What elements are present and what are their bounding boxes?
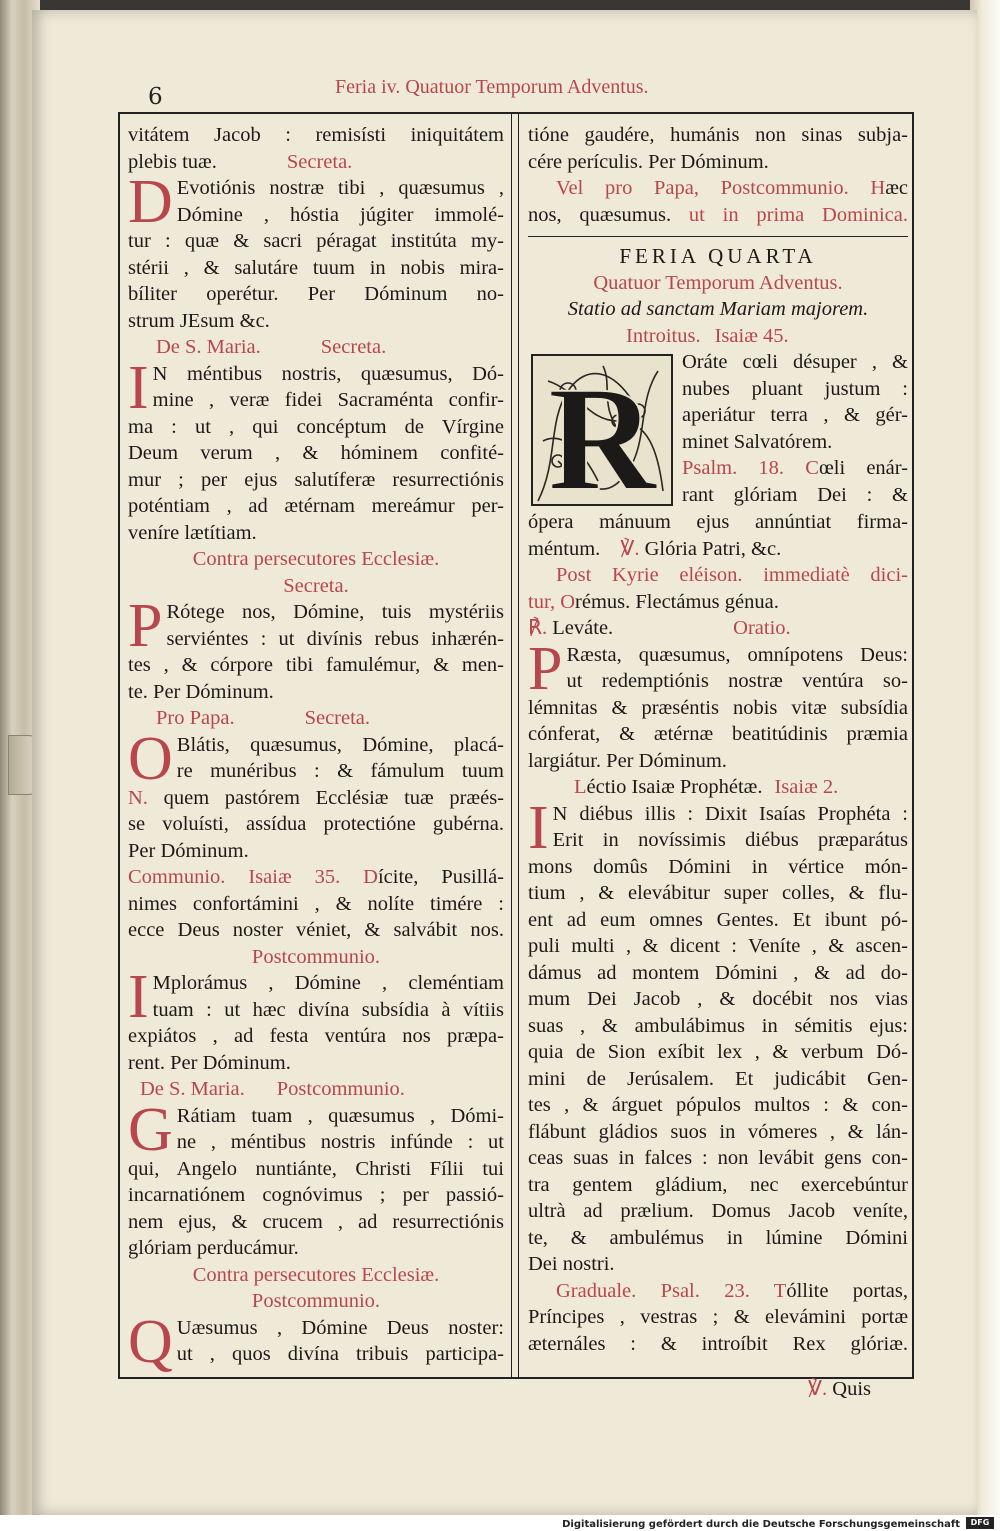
lectio-heading: Léctio Isaiæ Prophétæ. Isaiæ 2. bbox=[574, 776, 839, 798]
initial-letter: P bbox=[528, 634, 563, 703]
station-line: Statio ad sanctam Mariam majorem. bbox=[567, 298, 869, 320]
paragraph-devotionis: D Evotiónis nostræ tibi , quæsumus , Dómine , hóstia júgiter immolé- tur : quæ & sacri péragat institúta my- stérii , & salutáre tuum in nobis mira- bíliter operétur. Per Dóminum no- strum JEsum &c. bbox=[128, 168, 504, 332]
introit-paragraph: R Oráte cœli désuper , & nubes pluant justum : aperiátur terra , & gér- minet Salvatórem. Psalm. 18. Cœli enár- rant glóriam Dei : & bbox=[528, 349, 908, 508]
initial-letter: P bbox=[128, 592, 163, 660]
paragraph-gratiam: G Rátiam tuam , quæsumus , Dómi- ne , méntibus nostris infúnde : ut qui, Angelo nuntiánte, Christi Fílii tui incarnatiónem cognóvimus ; per passió- nem ejus, & crucem , ad resurrectiónis glóriam perducámur. bbox=[128, 1095, 504, 1259]
column-divider-left bbox=[511, 112, 512, 1377]
initial-letter: D bbox=[128, 168, 173, 236]
dfg-logo-icon: DFG bbox=[966, 1517, 994, 1529]
paragraph-oblatis: O Blátis, quæsumus, Dómine, placá- re munéribus : & fámulum tuum N. quem pastórem Ecclésiæ tuæ præés- se voluísti, assídua protectióne gubérna. Per Dóminum. bbox=[128, 724, 504, 862]
rubric-heading: Contra persecutores Ecclesiæ. bbox=[192, 548, 440, 570]
page-number: 6 bbox=[148, 84, 163, 110]
paragraph-praesta: P Ræsta, quæsumus, omnípotens Deus: ut redemptiónis nostræ ventúra so- lémnitas & præséntis nobis vitæ subsídia cónferat, & ætérnæ beatitúdinis præmia largiátur. Per Dóminum. bbox=[528, 634, 908, 772]
paragraph-protege: P Rótege nos, Dómine, tuis mystériis serviéntes : ut divínis rebus inhærén- tes , & córpore tibi famulémur, & men- te. Per Dóminum. bbox=[128, 592, 504, 703]
rubric-heading: De S. Maria. Secreta. bbox=[156, 336, 387, 358]
initial-letter: I bbox=[128, 353, 149, 422]
paragraph-imploramus: I Mplorámus , Dómine , cleméntiam tuam : ut hæc divína subsídia à vítiis expiátos , ad festa ventúra nos præpa- rent. Per Dóminum. bbox=[128, 963, 504, 1074]
section-subtitle: Quatuor Temporum Adventus. bbox=[593, 271, 843, 294]
ornamental-initial-r-icon bbox=[528, 351, 676, 509]
rubric-heading: Secreta. bbox=[283, 574, 349, 597]
left-column: vitátem Jacob : remisísti iniquitátem plebis tuæ. Secreta. D Evotiónis nostræ tibi , quæsumus , Dómine , hóstia júgiter immolé- tur : quæ & sacri péragat institúta my- stérii , & salutáre tuum in nobis mira- bíliter operétur. Per Dóminum no- strum JEsum &c. De S. Maria. Secreta. I N méntibus nostris, quæsumus, Dó- mine , veræ fidei Sacraménta confir- ma : ut , qui concéptum de Vírgine Deum verum , & hóminem confité- mur ; per ejus salutíferæ resurrectiónis poténtiam , ad ætérnam mereámur per- veníre lætítiam. Contra persecutores Ecclesiæ. Secreta. P Rótege nos, Dómine, tuis mystériis serviéntes : ut divínis rebus inhærén- tes , & córpore tibi famulémur, & men- te. Per Dóminum. Pro Papa. Secreta. O Blátis, quæsumus, Dómine, placá- re munéribus : & fámulum tuum N. quem pastórem Ecclésiæ tuæ præés- se voluísti, assídua protectióne gubérna. Per Dóminum. Communio. Isaiæ 35. Dícite, Pusillá- nimes confortámini , & nolíte timére : ecce Deus noster véniet, & salvábit nos. Postcommunio. I Mplorámus , Dómine , cleméntiam tuam : ut hæc divína subsídia à vítiis expiátos , ad festa ventúra nos præpa- rent. Per Dóminum. De S. Maria. Postcommunio. G Rátiam tuam , quæsumus , Dómi- ne , méntibus nostris infúnde : ut qui, Angelo nuntiánte, Christi Fílii tui incarnatiónem cognóvimus ; per passió- nem ejus, & crucem , ad resurrectiónis glóriam perducámur. Contra persecutores Ecclesiæ. Postcommunio. Q Uæsumus , Dómine Deus noster: ut , quos divína tribuis participa- bbox=[128, 124, 504, 1376]
paragraph-quaesumus: Q Uæsumus , Dómine Deus noster: ut , quos divína tribuis participa- bbox=[128, 1307, 504, 1376]
rubric-heading: Pro Papa. Secreta. bbox=[156, 707, 371, 729]
introit-heading: Introitus. Isaiæ 45. bbox=[626, 324, 789, 347]
initial-letter: I bbox=[128, 963, 149, 1031]
rubric-heading: Postcommunio. bbox=[251, 1290, 381, 1312]
rubric-heading: Contra persecutores Ecclesiæ. bbox=[192, 1263, 440, 1286]
rubric-secreta: Secreta. bbox=[286, 150, 353, 173]
graduale-line: Graduale. Psal. 23. Tóllite portas, bbox=[556, 1279, 908, 1302]
rubric-heading: De S. Maria. Postcommunio. bbox=[140, 1078, 405, 1100]
section-rule bbox=[528, 236, 908, 237]
initial-letter: O bbox=[128, 724, 173, 793]
catchword: ℣. Quis bbox=[808, 1378, 872, 1400]
initial-letter: Q bbox=[128, 1307, 173, 1376]
ornamental-letter: R bbox=[547, 356, 657, 509]
column-divider-right bbox=[518, 112, 519, 1377]
paragraph-in-diebus: I N diébus illis : Dixit Isaías Prophéta : Erit in novíssimis diébus præparátus mons domûs Dómini in vértice món- tium , & elevábitur super colles, & flu- ent ad eum omnes Gentes. Et ibunt pó- puli multi , & dicent : Veníte , & ascen- dámus ad montem Dómini , & ad do- mum Dei Jacob , & docébit nos vias suas , & ambulábimus in sémitis ejus: quia de Sion exíbit lex , & verbum Dó- mini de Jerúsalem. Et judicábit Gen- tes , & árguet pópulos multos : & con- flábunt gládios suos in vómeres , & lán- ceas suas in falces : non levábit gens con- tra gentem gládium, nec exercebúntur ultrà ad prælium. Domus Jacob veníte, te, & ambulémus in lúmine Dómini Dei nostri. bbox=[528, 793, 908, 1275]
section-title: FERIA QUARTA bbox=[619, 244, 817, 268]
digitization-credit: Digitalisierung gefördert durch die Deutsche Forschungsgemeinschaft bbox=[562, 1519, 960, 1530]
initial-letter: G bbox=[128, 1095, 173, 1164]
text-line: plebis tuæ. Secreta. bbox=[128, 150, 353, 173]
running-head: Feria iv. Quatuor Temporum Adventus. bbox=[335, 76, 649, 98]
text-line: vitátem Jacob : remisísti iniquitátem bbox=[128, 124, 504, 146]
right-column: tióne gaudére, humánis non sinas subja- cére perículis. Per Dóminum. Vel pro Papa, Postcommunio. Hæc nos, quæsumus. ut in prima Dominica. FERIA QUARTA Quatuor Temporum Adventus. Statio ad sanctam Mariam majorem. Introitus. Isaiæ 45. R Oráte cœli désuper , & nubes pluant justum : aperiátur terra , & gér- minet Salvatórem. Psalm. 18. Cœli enár- rant glóriam Dei : & ópera mánuum ejus annúntiat firma- méntum. ℣. Glória Patri, &c. Post Kyrie eléison. immediatè dici- tur, Orémus. Flectámus génua. ℟. Leváte. Oratio. P Ræsta, quæsumus, omnípotens Deus: ut redemptiónis nostræ ventúra so- lémnitas & præséntis nobis vitæ subsídia cónferat, & ætérnæ beatitúdinis præmia largiátur. Per Dóminum. Léctio Isaiæ Prophétæ. Isaiæ 2. I N diébus illis : Dixit Isaías Prophéta : Erit in novíssimis diébus præparátus mons domûs Dómini in vértice món- tium , & elevábitur super colles, & flu- ent ad eum omnes Gentes. Et ibunt pó- puli multi , & dicent : Veníte , & ascen- dámus ad montem Dómini , & ad do- mum Dei Jacob , & docébit nos vias suas , & ambulábimus in sémitis ejus: quia de Sion exíbit lex , & verbum Dó- mini de Jerúsalem. Et judicábit Gen- tes , & árguet pópulos multos : & con- flábunt gládios suos in vómeres , & lán- ceas suas in falces : non levábit gens con- tra gentem gládium, nec exercebúntur ultrà ad prælium. Domus Jacob veníte, te, & ambulémus in lúmine Dómini Dei nostri. Graduale. Psal. 23. Tóllite portas, Príncipes , vestras ; & elevámini portæ æternáles : & introíbit Rex glóriæ. bbox=[528, 124, 908, 1355]
initial-letter: I bbox=[528, 793, 549, 862]
communio-line: Communio. Isaiæ 35. Dícite, Pusillá- bbox=[128, 866, 504, 888]
rubric-heading: Postcommunio. bbox=[251, 945, 381, 968]
paragraph-in-mentibus: I N méntibus nostris, quæsumus, Dó- mine , veræ fidei Sacraménta confir- ma : ut , qui concéptum de Vírgine Deum verum , & hóminem confité- mur ; per ejus salutíferæ resurrectiónis poténtiam , ad ætérnam mereámur per- veníre lætítiam. bbox=[128, 353, 504, 544]
